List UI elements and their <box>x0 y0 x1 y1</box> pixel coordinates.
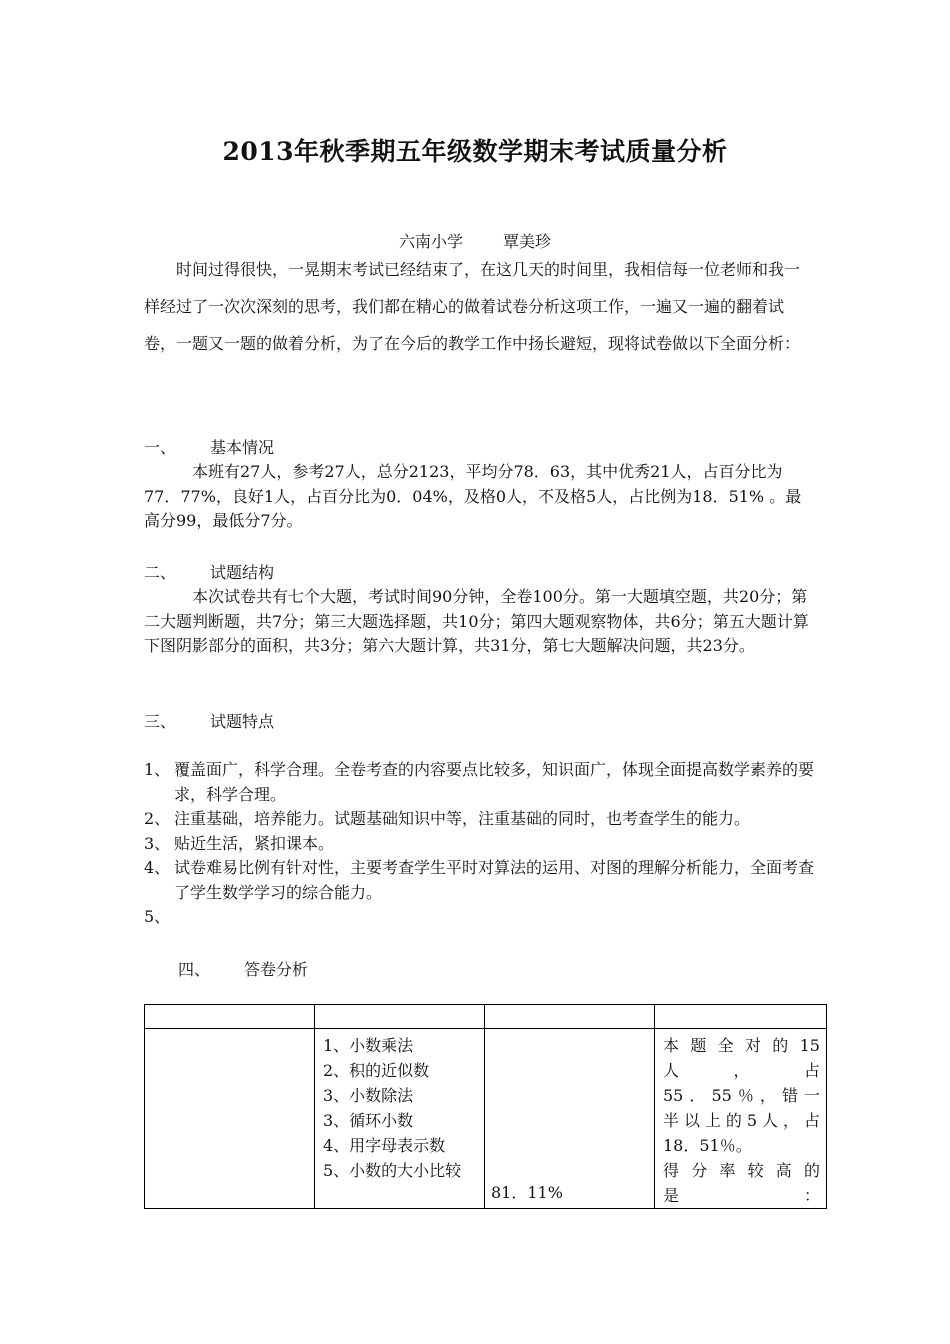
remark-line: 18．51％。 <box>663 1136 752 1155</box>
intro-paragraph <box>144 251 810 362</box>
knowledge-point: 4、用字母表示数 <box>323 1136 446 1155</box>
score-rate-cell <box>485 1029 655 1209</box>
remark-line: 是： <box>663 1186 820 1205</box>
list-item-text: 注重基础，培养能力。试题基础知识中等，注重基础的同时，也考查学生的能力。 <box>174 809 751 828</box>
list-item <box>144 807 814 832</box>
school-name: 六南小学 <box>398 232 463 251</box>
section-number: 二、 <box>144 563 177 582</box>
table-cell <box>315 1005 485 1029</box>
section-number: 四、 <box>178 960 211 979</box>
knowledge-points-cell <box>315 1029 485 1209</box>
section-body-structure <box>144 585 814 659</box>
document-title: 2013年秋季期五年级数学期末考试质量分析 <box>222 137 728 166</box>
list-item <box>144 905 814 930</box>
remark-line: 半以上的5人，占 <box>663 1111 820 1130</box>
table-cell <box>145 1005 315 1029</box>
section-title: 答卷分析 <box>244 960 309 979</box>
list-item-number: 2、 <box>144 809 171 828</box>
table-cell <box>145 1029 315 1209</box>
list-item <box>144 856 814 905</box>
remark-line: 本题全对的15 <box>663 1036 820 1055</box>
section-title: 基本情况 <box>210 438 275 457</box>
table-header-row <box>145 1005 827 1029</box>
section-title: 试题特点 <box>210 712 275 731</box>
list-item <box>144 758 814 807</box>
list-item-text: 贴近生活，紧扣课本。 <box>174 833 335 853</box>
section-text: 本班有27人，参考27人，总分2123，平均分78．63，其中优秀21人，占百分比为77．77%，良好1人，占百分比为0．04%，及格0人，不及格5人，占比例为18．51% 。最高分99，最低分7分。 <box>144 462 802 530</box>
score-rate: 81．11% <box>491 1183 563 1202</box>
knowledge-point: 1、小数乘法 <box>323 1036 414 1055</box>
list-item-text: 试卷难易比例有针对性，主要考查学生平时对算法的运用、对图的理解分析能力，全面考查了学生数学学习的综合能力。 <box>174 858 815 902</box>
list-item-number: 1、 <box>144 760 171 779</box>
section-heading-structure <box>144 561 274 585</box>
remark-line: 人，占 <box>663 1061 820 1080</box>
knowledge-point: 3、循环小数 <box>323 1111 414 1130</box>
table-cell <box>655 1005 827 1029</box>
knowledge-point: 2、积的近似数 <box>323 1061 430 1080</box>
knowledge-point: 5、小数的大小比较 <box>323 1161 462 1180</box>
knowledge-point: 3、小数除法 <box>323 1086 414 1105</box>
author-name: 覃美珍 <box>503 232 552 251</box>
section-body-basic <box>144 460 814 534</box>
section-title: 试题结构 <box>210 563 275 582</box>
list-item-number: 3、 <box>144 833 171 853</box>
list-item-text: 覆盖面广，科学合理。全卷考查的内容要点比较多，知识面广，体现全面提高数学素养的要求，科学合理。 <box>174 760 815 804</box>
section-heading-features <box>144 710 274 734</box>
analysis-table <box>144 1004 827 1209</box>
section-text: 本次试卷共有七个大题，考试时间90分钟，全卷100分。第一大题填空题，共20分；第二大题判断题，共7分；第三大题选择题，共10分；第四大题观察物体，共6分；第五大题计算下图阴影部分的面积，共3分；第六大题计算，共31分，第七大题解决问题，共23分。 <box>144 587 809 655</box>
remark-line: 55．55％，错一 <box>663 1086 820 1105</box>
section-heading-basic <box>144 436 274 460</box>
byline <box>0 229 950 252</box>
section-number: 一、 <box>144 438 177 457</box>
list-item-number: 4、 <box>144 858 171 877</box>
remark-line: 得分率较高的 <box>663 1161 820 1180</box>
list-item <box>144 832 814 857</box>
intro-text: 时间过得很快，一晃期末考试已经结束了，在这几天的时间里，我相信每一位老师和我一样经过了一次次深刻的思考，我们都在精心的做着试卷分析这项工作，一遍又一遍的翻着试卷，一题又一题的做着分析，为了在今后的教学工作中扬长避短，现将试卷做以下全面分析： <box>144 260 801 353</box>
list-item-number: 5、 <box>144 907 171 926</box>
features-list <box>144 758 814 930</box>
table-cell <box>485 1005 655 1029</box>
section-number: 三、 <box>144 712 177 731</box>
section-heading-analysis <box>178 958 308 982</box>
table-row <box>145 1029 827 1209</box>
remark-cell <box>655 1029 827 1209</box>
